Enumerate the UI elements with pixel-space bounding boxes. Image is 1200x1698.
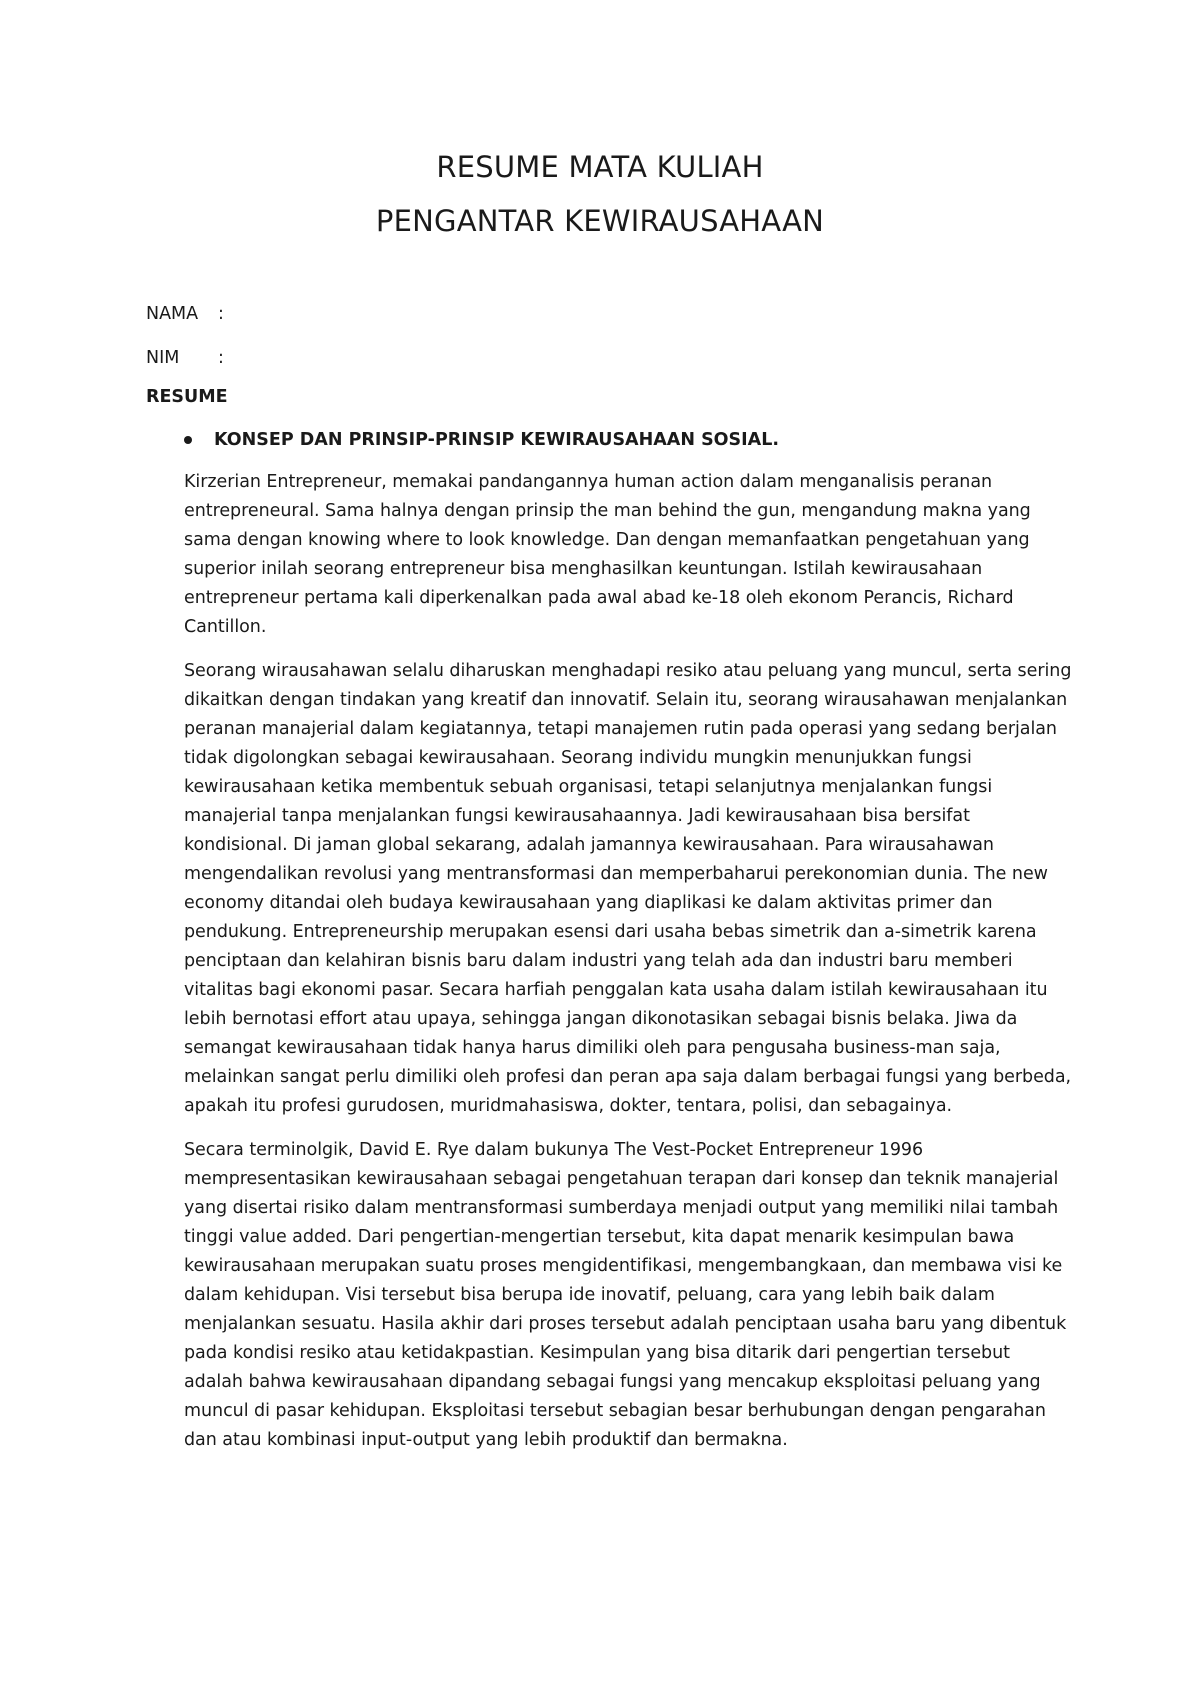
bullet-icon <box>184 436 192 444</box>
bullet-heading: KONSEP DAN PRINSIP-PRINSIP KEWIRAUSAHAAN SOSIAL. <box>214 430 780 450</box>
field-colon: : <box>218 304 224 324</box>
field-row-nama <box>146 292 1060 336</box>
document-title <box>140 140 1060 248</box>
section-heading: RESUME <box>146 387 228 407</box>
bullet-item <box>184 425 1060 455</box>
paragraph-1: Kirzerian Entrepreneur, memakai pandangannya human action dalam menganalisis peranan entrepreneural. Sama halnya dengan prinsip the man behind the gun, mengandung makna yang sama dengan knowing where to look knowledge. Dan dengan memanfaatkan pengetahuan yang superior inilah seorang entrepreneur bisa menghasilkan keuntungan. Istilah kewirausahaan entrepreneur pertama kali diperkenalkan pada awal abad ke-18 oleh ekonom Perancis, Richard Cantillon. <box>184 472 1031 637</box>
identity-fields <box>146 292 1060 380</box>
field-row-nim <box>146 336 1060 380</box>
field-label-nama: NAMA <box>146 304 199 324</box>
field-label-nim: NIM <box>146 348 180 368</box>
paragraph-3: Secara terminolgik, David E. Rye dalam bukunya The Vest-Pocket Entrepreneur 1996 mempresentasikan kewirausahaan sebagai pengetahuan terapan dari konsep dan teknik manajerial yang disertai risiko dalam mentransformasi sumberdaya menjadi output yang memiliki nilai tambah tinggi value added. Dari pengertian-mengertian tersebut, kita dapat menarik kesimpulan bawa kewirausahaan merupakan suatu proses mengidentifikasi, mengembangkaan, dan membawa visi ke dalam kehidupan. Visi tersebut bisa berupa ide inovatif, peluang, cara yang lebih baik dalam menjalankan sesuatu. Hasila akhir dari proses tersebut adalah penciptaan usaha baru yang dibentuk pada kondisi resiko atau ketidakpastian. Kesimpulan yang bisa ditarik dari pengertian tersebut adalah bahwa kewirausahaan dipandang sebagai fungsi yang mencakup eksploitasi peluang yang muncul di pasar kehidupan. Eksploitasi tersebut sebagian besar berhubungan dengan pengarahan dan atau kombinasi input-output yang lebih produktif dan bermakna. <box>184 1140 1067 1450</box>
field-colon: : <box>218 348 224 368</box>
title-line-1: RESUME MATA KULIAH <box>436 150 764 184</box>
title-line-2: PENGANTAR KEWIRAUSAHAAN <box>375 204 825 238</box>
paragraph-2: Seorang wirausahawan selalu diharuskan menghadapi resiko atau peluang yang muncul, serta sering dikaitkan dengan tindakan yang kreatif dan innovatif. Selain itu, seorang wirausahawan menjalankan peranan manajerial dalam kegiatannya, tetapi manajemen rutin pada operasi yang sedang berjalan tidak digolongkan sebagai kewirausahaan. Seorang individu mungkin menunjukkan fungsi kewirausahaan ketika membentuk sebuah organisasi, tetapi selanjutnya menjalankan fungsi manajerial tanpa menjalankan fungsi kewirausahaannya. Jadi kewirausahaan bisa bersifat kondisional. Di jaman global sekarang, adalah jamannya kewirausahaan. Para wirausahawan mengendalikan revolusi yang mentransformasi dan memperbaharui perekonomian dunia. The new economy ditandai oleh budaya kewirausahaan yang diaplikasi ke dalam aktivitas primer dan pendukung. Entrepreneurship merupakan esensi dari usaha bebas simetrik dan a-simetrik karena penciptaan dan kelahiran bisnis baru dalam industri yang telah ada dan industri baru memberi vitalitas bagi ekonomi pasar. Secara harfiah penggalan kata usaha dalam istilah kewirausahaan itu lebih bernotasi effort atau upaya, sehingga jangan dikonotasikan sebagai bisnis belaka. Jiwa da semangat kewirausahaan tidak hanya harus dimiliki oleh para pengusaha business-man saja, melainkan sangat perlu dimiliki oleh profesi dan peran apa saja dalam berbagai fungsi yang berbeda, apakah itu profesi gurudosen, muridmahasiswa, dokter, tentara, polisi, dan sebagainya. <box>184 661 1072 1116</box>
